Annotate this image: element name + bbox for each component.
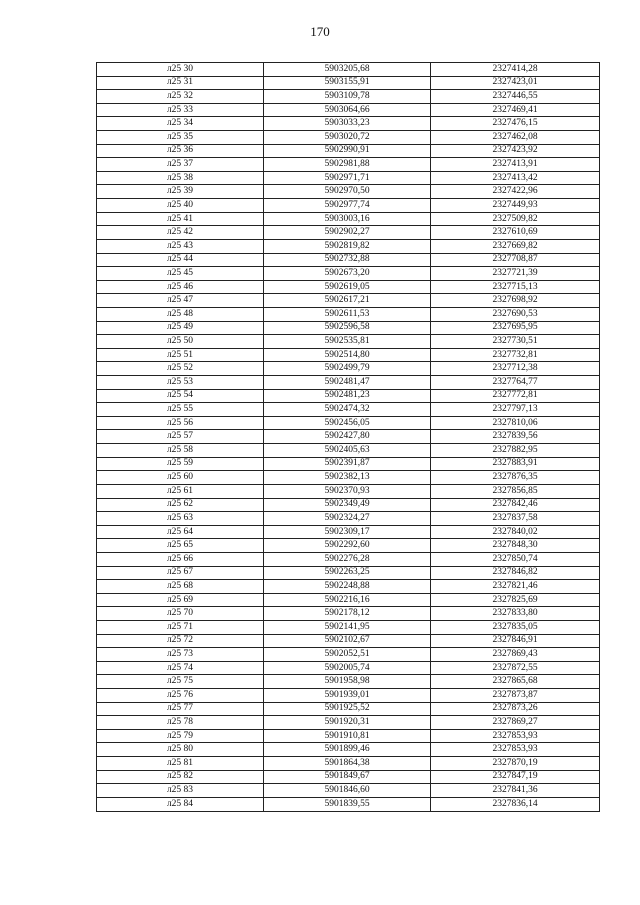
x-coordinate-cell: 5902617,21: [264, 294, 431, 308]
y-coordinate-cell: 2327732,81: [431, 348, 600, 362]
point-id-cell: л25 54: [97, 389, 264, 403]
x-coordinate-cell: 5901899,46: [264, 743, 431, 757]
y-coordinate-cell: 2327462,08: [431, 131, 600, 145]
table-row: [97, 362, 600, 376]
point-id-cell: л25 71: [97, 620, 264, 634]
point-id-cell: л25 57: [97, 430, 264, 444]
x-coordinate-cell: 5902178,12: [264, 607, 431, 621]
table-row: [97, 525, 600, 539]
x-coordinate-cell: 5901958,98: [264, 675, 431, 689]
x-coordinate-cell: 5902481,47: [264, 376, 431, 390]
point-id-cell: л25 76: [97, 689, 264, 703]
y-coordinate-cell: 2327414,28: [431, 63, 600, 77]
table-row: [97, 267, 600, 281]
x-coordinate-cell: 5902276,28: [264, 552, 431, 566]
point-id-cell: л25 50: [97, 335, 264, 349]
y-coordinate-cell: 2327509,82: [431, 212, 600, 226]
x-coordinate-cell: 5903064,66: [264, 103, 431, 117]
table-row: [97, 498, 600, 512]
y-coordinate-cell: 2327876,35: [431, 471, 600, 485]
point-id-cell: л25 52: [97, 362, 264, 376]
y-coordinate-cell: 2327476,15: [431, 117, 600, 131]
x-coordinate-cell: 5902596,58: [264, 321, 431, 335]
table-row: [97, 403, 600, 417]
x-coordinate-cell: 5902673,20: [264, 267, 431, 281]
x-coordinate-cell: 5902391,87: [264, 457, 431, 471]
x-coordinate-cell: 5902981,88: [264, 158, 431, 172]
table-row: [97, 444, 600, 458]
table-row: [97, 675, 600, 689]
x-coordinate-cell: 5902102,67: [264, 634, 431, 648]
table-row: [97, 607, 600, 621]
point-id-cell: л25 69: [97, 593, 264, 607]
point-id-cell: л25 64: [97, 525, 264, 539]
y-coordinate-cell: 2327870,19: [431, 757, 600, 771]
y-coordinate-cell: 2327847,19: [431, 770, 600, 784]
x-coordinate-cell: 5901910,81: [264, 729, 431, 743]
x-coordinate-cell: 5902619,05: [264, 280, 431, 294]
x-coordinate-cell: 5901939,01: [264, 689, 431, 703]
y-coordinate-cell: 2327772,81: [431, 389, 600, 403]
x-coordinate-cell: 5902514,80: [264, 348, 431, 362]
y-coordinate-cell: 2327764,77: [431, 376, 600, 390]
x-coordinate-cell: 5901849,67: [264, 770, 431, 784]
table-row: [97, 76, 600, 90]
table-row: [97, 321, 600, 335]
table-row: [97, 280, 600, 294]
x-coordinate-cell: 5902481,23: [264, 389, 431, 403]
x-coordinate-cell: 5902248,88: [264, 580, 431, 594]
y-coordinate-cell: 2327873,87: [431, 689, 600, 703]
table-row: [97, 729, 600, 743]
x-coordinate-cell: 5901920,31: [264, 716, 431, 730]
point-id-cell: л25 73: [97, 648, 264, 662]
point-id-cell: л25 62: [97, 498, 264, 512]
x-coordinate-cell: 5902456,05: [264, 416, 431, 430]
point-id-cell: л25 65: [97, 539, 264, 553]
x-coordinate-cell: 5903003,16: [264, 212, 431, 226]
y-coordinate-cell: 2327841,36: [431, 784, 600, 798]
table-row: [97, 702, 600, 716]
table-row: [97, 430, 600, 444]
table-row: [97, 226, 600, 240]
x-coordinate-cell: 5902324,27: [264, 512, 431, 526]
y-coordinate-cell: 2327865,68: [431, 675, 600, 689]
table-row: [97, 389, 600, 403]
table-row: [97, 661, 600, 675]
point-id-cell: л25 79: [97, 729, 264, 743]
table-row: [97, 512, 600, 526]
table-row: [97, 144, 600, 158]
point-id-cell: л25 81: [97, 757, 264, 771]
y-coordinate-cell: 2327449,93: [431, 199, 600, 213]
x-coordinate-cell: 5902370,93: [264, 484, 431, 498]
table-row: [97, 416, 600, 430]
point-id-cell: л25 70: [97, 607, 264, 621]
table-row: [97, 171, 600, 185]
x-coordinate-cell: 5903109,78: [264, 90, 431, 104]
point-id-cell: л25 35: [97, 131, 264, 145]
table-row: [97, 634, 600, 648]
table-row: [97, 185, 600, 199]
page-number: 170: [310, 24, 330, 39]
point-id-cell: л25 34: [97, 117, 264, 131]
point-id-cell: л25 51: [97, 348, 264, 362]
table-row: [97, 239, 600, 253]
point-id-cell: л25 58: [97, 444, 264, 458]
point-id-cell: л25 47: [97, 294, 264, 308]
point-id-cell: л25 67: [97, 566, 264, 580]
point-id-cell: л25 31: [97, 76, 264, 90]
table-row: [97, 566, 600, 580]
point-id-cell: л25 59: [97, 457, 264, 471]
y-coordinate-cell: 2327842,46: [431, 498, 600, 512]
table-row: [97, 253, 600, 267]
y-coordinate-cell: 2327839,56: [431, 430, 600, 444]
point-id-cell: л25 46: [97, 280, 264, 294]
x-coordinate-cell: 5901925,52: [264, 702, 431, 716]
point-id-cell: л25 41: [97, 212, 264, 226]
point-id-cell: л25 82: [97, 770, 264, 784]
x-coordinate-cell: 5902292,60: [264, 539, 431, 553]
y-coordinate-cell: 2327833,80: [431, 607, 600, 621]
x-coordinate-cell: 5902990,91: [264, 144, 431, 158]
y-coordinate-cell: 2327446,55: [431, 90, 600, 104]
y-coordinate-cell: 2327882,95: [431, 444, 600, 458]
x-coordinate-cell: 5902971,71: [264, 171, 431, 185]
y-coordinate-cell: 2327423,92: [431, 144, 600, 158]
x-coordinate-cell: 5902970,50: [264, 185, 431, 199]
y-coordinate-cell: 2327698,92: [431, 294, 600, 308]
x-coordinate-cell: 5902263,25: [264, 566, 431, 580]
table-row: [97, 199, 600, 213]
coordinates-table-body: [97, 63, 600, 812]
point-id-cell: л25 44: [97, 253, 264, 267]
table-row: [97, 103, 600, 117]
point-id-cell: л25 61: [97, 484, 264, 498]
table-row: [97, 376, 600, 390]
point-id-cell: л25 66: [97, 552, 264, 566]
point-id-cell: л25 45: [97, 267, 264, 281]
y-coordinate-cell: 2327821,46: [431, 580, 600, 594]
y-coordinate-cell: 2327850,74: [431, 552, 600, 566]
point-id-cell: л25 74: [97, 661, 264, 675]
point-id-cell: л25 55: [97, 403, 264, 417]
point-id-cell: л25 78: [97, 716, 264, 730]
x-coordinate-cell: 5902405,63: [264, 444, 431, 458]
table-row: [97, 784, 600, 798]
table-row: [97, 484, 600, 498]
x-coordinate-cell: 5902819,82: [264, 239, 431, 253]
table-row: [97, 471, 600, 485]
y-coordinate-cell: 2327856,85: [431, 484, 600, 498]
point-id-cell: л25 36: [97, 144, 264, 158]
x-coordinate-cell: 5902977,74: [264, 199, 431, 213]
point-id-cell: л25 77: [97, 702, 264, 716]
table-row: [97, 294, 600, 308]
table-row: [97, 648, 600, 662]
point-id-cell: л25 42: [97, 226, 264, 240]
y-coordinate-cell: 2327873,26: [431, 702, 600, 716]
x-coordinate-cell: 5902309,17: [264, 525, 431, 539]
point-id-cell: л25 60: [97, 471, 264, 485]
table-row: [97, 770, 600, 784]
table-row: [97, 335, 600, 349]
y-coordinate-cell: 2327869,43: [431, 648, 600, 662]
y-coordinate-cell: 2327712,38: [431, 362, 600, 376]
coordinates-table: [96, 62, 600, 812]
x-coordinate-cell: 5902427,80: [264, 430, 431, 444]
y-coordinate-cell: 2327810,06: [431, 416, 600, 430]
y-coordinate-cell: 2327413,91: [431, 158, 600, 172]
table-row: [97, 131, 600, 145]
point-id-cell: л25 37: [97, 158, 264, 172]
x-coordinate-cell: 5902732,88: [264, 253, 431, 267]
point-id-cell: л25 40: [97, 199, 264, 213]
point-id-cell: л25 53: [97, 376, 264, 390]
point-id-cell: л25 80: [97, 743, 264, 757]
x-coordinate-cell: 5902382,13: [264, 471, 431, 485]
y-coordinate-cell: 2327840,02: [431, 525, 600, 539]
table-row: [97, 552, 600, 566]
y-coordinate-cell: 2327690,53: [431, 307, 600, 321]
x-coordinate-cell: 5902474,32: [264, 403, 431, 417]
y-coordinate-cell: 2327853,93: [431, 729, 600, 743]
table-row: [97, 158, 600, 172]
y-coordinate-cell: 2327869,27: [431, 716, 600, 730]
y-coordinate-cell: 2327708,87: [431, 253, 600, 267]
point-id-cell: л25 83: [97, 784, 264, 798]
x-coordinate-cell: 5903205,68: [264, 63, 431, 77]
point-id-cell: л25 63: [97, 512, 264, 526]
x-coordinate-cell: 5901839,55: [264, 797, 431, 811]
y-coordinate-cell: 2327835,05: [431, 620, 600, 634]
x-coordinate-cell: 5901864,38: [264, 757, 431, 771]
table-row: [97, 620, 600, 634]
point-id-cell: л25 32: [97, 90, 264, 104]
y-coordinate-cell: 2327413,42: [431, 171, 600, 185]
y-coordinate-cell: 2327836,14: [431, 797, 600, 811]
x-coordinate-cell: 5902499,79: [264, 362, 431, 376]
table-row: [97, 580, 600, 594]
y-coordinate-cell: 2327422,96: [431, 185, 600, 199]
table-row: [97, 348, 600, 362]
table-row: [97, 593, 600, 607]
y-coordinate-cell: 2327837,58: [431, 512, 600, 526]
point-id-cell: л25 30: [97, 63, 264, 77]
table-row: [97, 117, 600, 131]
point-id-cell: л25 84: [97, 797, 264, 811]
y-coordinate-cell: 2327669,82: [431, 239, 600, 253]
table-row: [97, 90, 600, 104]
x-coordinate-cell: 5902216,16: [264, 593, 431, 607]
x-coordinate-cell: 5902349,49: [264, 498, 431, 512]
x-coordinate-cell: 5903020,72: [264, 131, 431, 145]
point-id-cell: л25 43: [97, 239, 264, 253]
x-coordinate-cell: 5901846,60: [264, 784, 431, 798]
y-coordinate-cell: 2327695,95: [431, 321, 600, 335]
point-id-cell: л25 38: [97, 171, 264, 185]
y-coordinate-cell: 2327853,93: [431, 743, 600, 757]
table-row: [97, 307, 600, 321]
x-coordinate-cell: 5902611,53: [264, 307, 431, 321]
y-coordinate-cell: 2327825,69: [431, 593, 600, 607]
table-row: [97, 457, 600, 471]
point-id-cell: л25 39: [97, 185, 264, 199]
table-row: [97, 212, 600, 226]
y-coordinate-cell: 2327797,13: [431, 403, 600, 417]
table-row: [97, 716, 600, 730]
table-row: [97, 757, 600, 771]
x-coordinate-cell: 5903033,23: [264, 117, 431, 131]
x-coordinate-cell: 5902052,51: [264, 648, 431, 662]
x-coordinate-cell: 5902535,81: [264, 335, 431, 349]
y-coordinate-cell: 2327715,13: [431, 280, 600, 294]
point-id-cell: л25 56: [97, 416, 264, 430]
table-row: [97, 797, 600, 811]
x-coordinate-cell: 5902141,95: [264, 620, 431, 634]
y-coordinate-cell: 2327872,55: [431, 661, 600, 675]
x-coordinate-cell: 5903155,91: [264, 76, 431, 90]
point-id-cell: л25 48: [97, 307, 264, 321]
y-coordinate-cell: 2327846,82: [431, 566, 600, 580]
y-coordinate-cell: 2327610,69: [431, 226, 600, 240]
point-id-cell: л25 72: [97, 634, 264, 648]
point-id-cell: л25 33: [97, 103, 264, 117]
y-coordinate-cell: 2327423,01: [431, 76, 600, 90]
x-coordinate-cell: 5902902,27: [264, 226, 431, 240]
y-coordinate-cell: 2327730,51: [431, 335, 600, 349]
table-row: [97, 689, 600, 703]
point-id-cell: л25 75: [97, 675, 264, 689]
point-id-cell: л25 68: [97, 580, 264, 594]
y-coordinate-cell: 2327883,91: [431, 457, 600, 471]
y-coordinate-cell: 2327469,41: [431, 103, 600, 117]
x-coordinate-cell: 5902005,74: [264, 661, 431, 675]
y-coordinate-cell: 2327848,30: [431, 539, 600, 553]
y-coordinate-cell: 2327721,39: [431, 267, 600, 281]
point-id-cell: л25 49: [97, 321, 264, 335]
table-row: [97, 743, 600, 757]
table-row: [97, 539, 600, 553]
y-coordinate-cell: 2327846,91: [431, 634, 600, 648]
table-row: [97, 63, 600, 77]
